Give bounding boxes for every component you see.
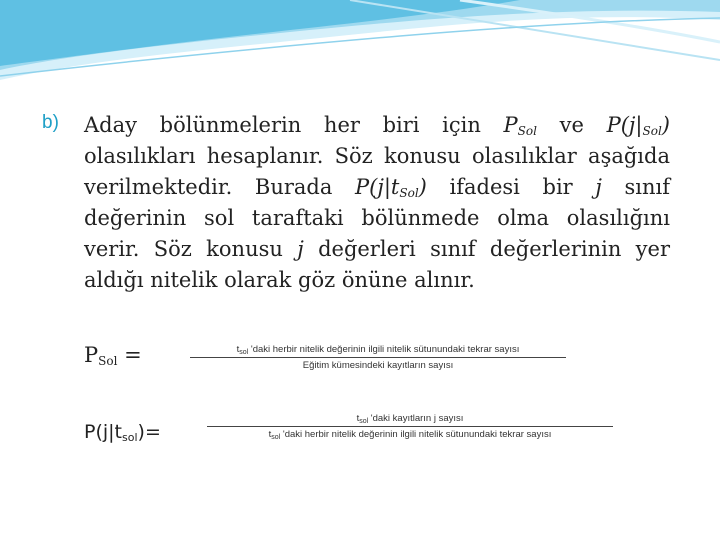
sol-subscript: Sol: [642, 124, 662, 138]
sol-subscript: sol: [271, 434, 281, 441]
sol-subscript: Sol: [517, 124, 537, 138]
p-symbol: P: [503, 113, 518, 137]
sol-subscript: sol: [359, 418, 369, 425]
list-marker: b): [42, 112, 59, 133]
paragraph-text: sınıf değerinin sol taraftaki bölünmede olma olasılığını verir. Söz konusu: [84, 175, 670, 261]
sol-subscript: Sol: [98, 354, 118, 368]
paragraph-text: Aday bölünmelerin her biri için: [84, 113, 504, 137]
sol-subscript: sol: [122, 431, 138, 444]
pj-label: [84, 421, 161, 443]
psol-fraction: [190, 344, 566, 371]
paragraph-text: olasılıkları hesaplanır. Söz konusu olasılıklar aşağıda verilmektedir. Burada: [84, 144, 670, 199]
header-wave-decoration: [0, 0, 720, 90]
pjt-symbol: P(j|t: [355, 175, 400, 199]
paragraph-text: ifadesi bir: [426, 175, 596, 199]
close-paren: ): [661, 113, 670, 137]
denominator-text: 'daki herbir nitelik değerinin ilgili nitelik sütunundaki tekrar sayısı: [280, 429, 552, 440]
pj-symbol: P(j|t: [84, 421, 122, 443]
numerator-text: 'daki herbir nitelik değerinin ilgili nitelik sütunundaki tekrar sayısı: [248, 344, 520, 355]
pj-symbol: P(j|: [606, 113, 643, 137]
fraction-denominator: Eğitim kümesindeki kayıtların sayısı: [302, 360, 454, 371]
body-paragraph: [84, 110, 670, 296]
p-symbol: P: [84, 343, 99, 367]
j-symbol: j: [297, 237, 304, 261]
j-symbol: j: [595, 175, 602, 199]
sol-subscript: Sol: [399, 186, 419, 200]
fraction-numerator: [190, 344, 566, 357]
close-paren: ): [418, 175, 427, 199]
sol-subscript: sol: [239, 349, 249, 356]
t-symbol: t: [236, 344, 240, 355]
equals-sign: =: [117, 343, 142, 367]
fraction-denominator: [207, 427, 613, 440]
numerator-text: 'daki kayıtların j sayısı: [368, 413, 464, 424]
t-symbol: t: [356, 413, 360, 424]
paragraph-text: ve: [536, 113, 607, 137]
paragraph-text: değerleri sınıf değerlerinin yer aldığı nitelik olarak göz önüne alınır.: [84, 237, 670, 292]
psol-label: [84, 343, 142, 367]
fraction-numerator: [207, 413, 613, 426]
equals-sign: )=: [137, 421, 161, 443]
t-symbol: t: [268, 429, 272, 440]
pj-fraction: [207, 413, 613, 440]
